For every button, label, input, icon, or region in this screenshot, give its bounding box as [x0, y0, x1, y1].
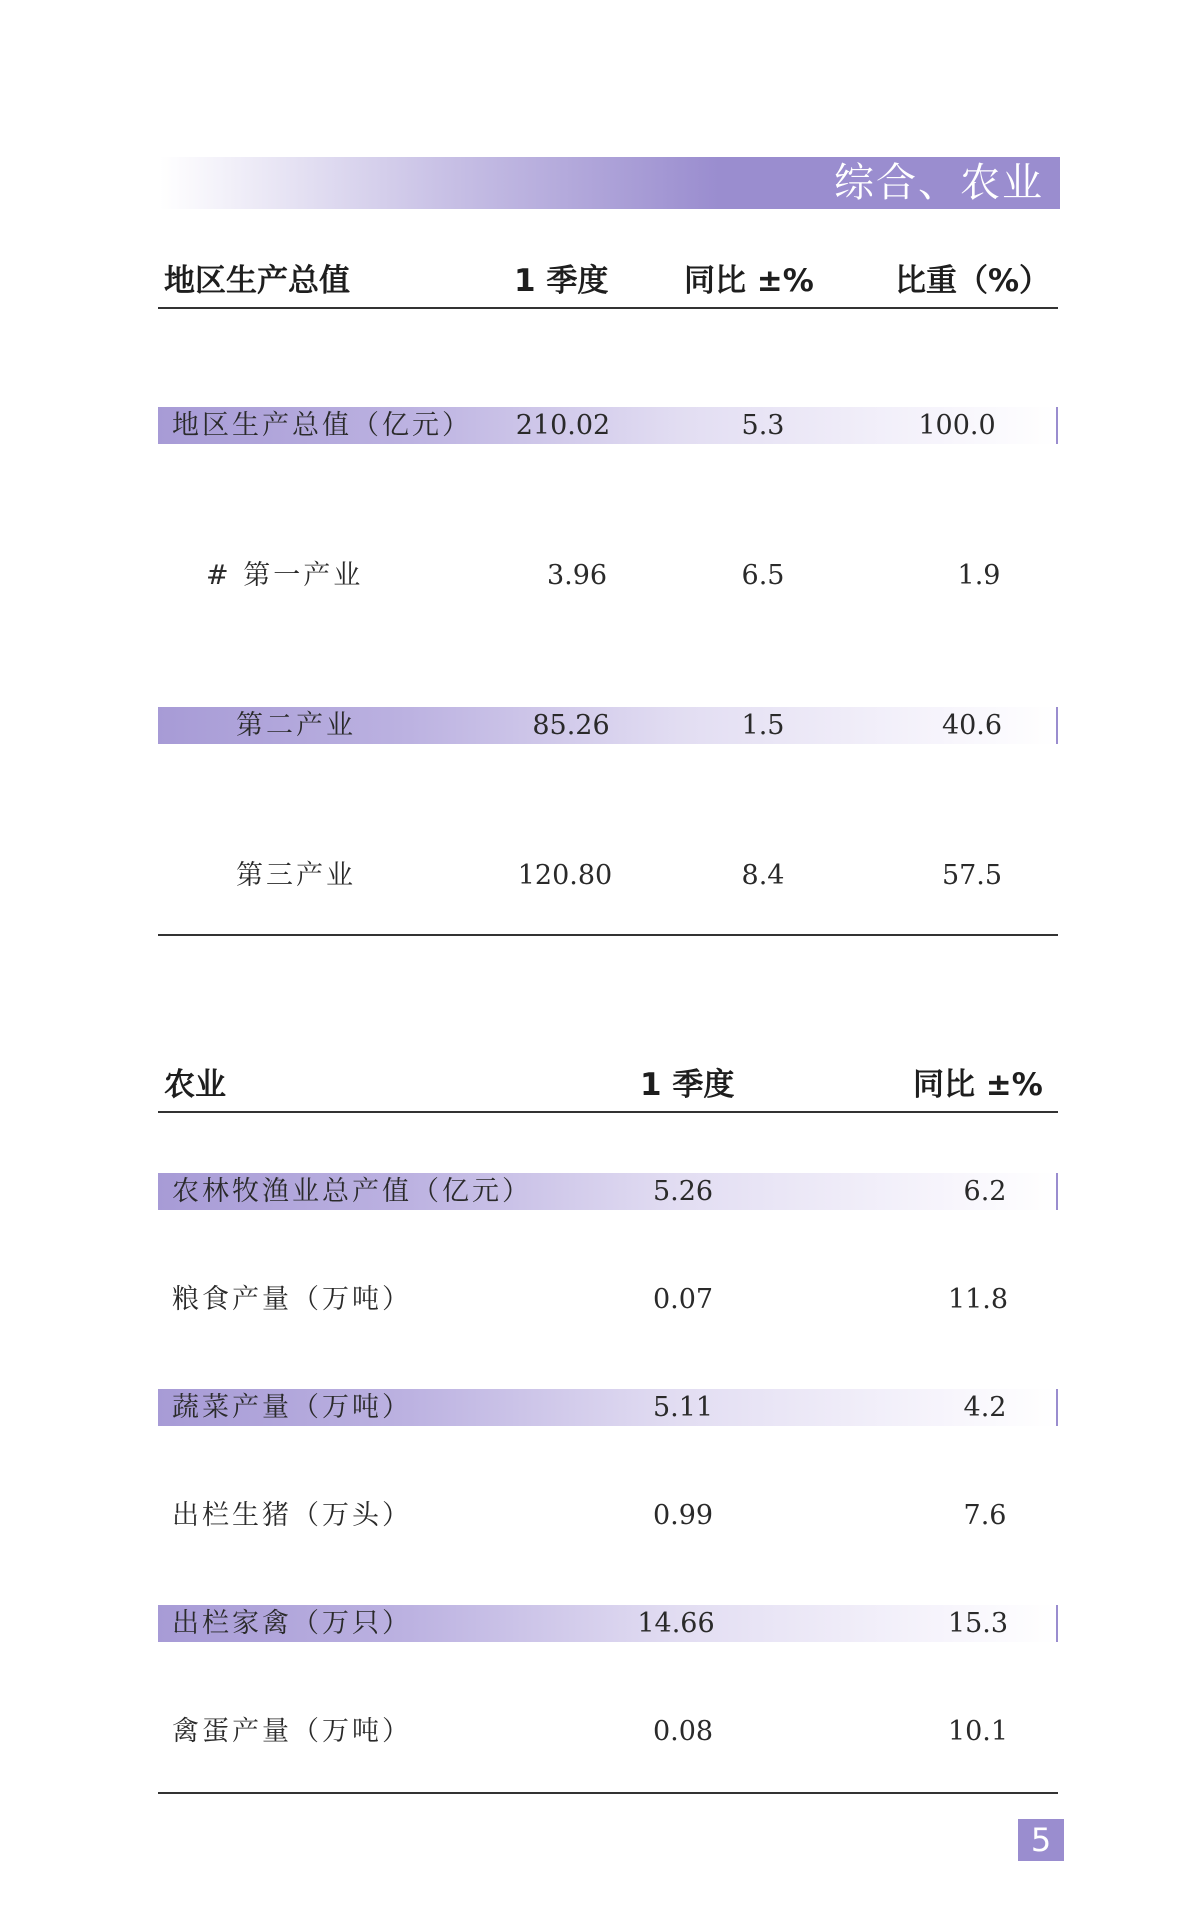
gdp-header-rule	[158, 307, 1058, 309]
agri-row-yoy: 6.2	[963, 1176, 1007, 1207]
agri-header-q1: 1 季度	[640, 1067, 735, 1103]
agri-row-label: 出栏生猪（万头）	[172, 1500, 412, 1531]
agri-row-label: 出栏家禽（万只）	[172, 1608, 412, 1639]
agri-row-q1: 5.11	[652, 1392, 714, 1423]
gdp-bottom-rule	[158, 934, 1058, 936]
agri-row-q1: 0.08	[652, 1716, 714, 1747]
gdp-row-q1: 210.02	[515, 410, 611, 441]
agri-row-label: 农林牧渔业总产值（亿元）	[172, 1176, 532, 1207]
gdp-header-yoy: 同比 ±%	[684, 263, 814, 299]
gdp-row-yoy: 6.5	[741, 560, 785, 591]
section-banner	[160, 157, 1060, 209]
agri-header-yoy: 同比 ±%	[913, 1067, 1043, 1103]
agri-bottom-rule	[158, 1792, 1058, 1794]
agri-row-yoy: 4.2	[963, 1392, 1007, 1423]
agri-header-rule	[158, 1111, 1058, 1113]
gdp-row-yoy: 8.4	[741, 860, 785, 891]
gdp-row-yoy: 1.5	[741, 710, 785, 741]
agri-row-q1: 5.26	[652, 1176, 714, 1207]
gdp-row-q1: 3.96	[546, 560, 608, 591]
section-title: 综合、农业	[834, 160, 1044, 206]
agri-row-yoy: 7.6	[963, 1500, 1007, 1531]
gdp-header-q1: 1 季度	[514, 263, 609, 299]
page-number: 5	[1018, 1819, 1064, 1861]
agri-row-q1: 0.99	[652, 1500, 714, 1531]
agri-row-label: 蔬菜产量（万吨）	[172, 1392, 412, 1423]
gdp-row-yoy: 5.3	[741, 410, 785, 441]
agri-row-label: 粮食产量（万吨）	[172, 1284, 412, 1315]
agri-row-yoy: 10.1	[947, 1716, 1009, 1747]
gdp-row-share: 57.5	[941, 860, 1003, 891]
agri-row-q1: 14.66	[637, 1608, 715, 1639]
gdp-row-label: 地区生产总值（亿元）	[172, 410, 472, 441]
gdp-header-item: 地区生产总值	[164, 263, 350, 299]
agri-row-q1: 0.07	[652, 1284, 714, 1315]
gdp-row-share: 40.6	[941, 710, 1003, 741]
agri-row-yoy: 15.3	[947, 1608, 1009, 1639]
gdp-row-label: 第二产业	[236, 710, 356, 741]
gdp-row-share: 100.0	[918, 410, 996, 441]
gdp-row-share: 1.9	[957, 560, 1001, 591]
gdp-row-label: # 第一产业	[206, 560, 364, 591]
agri-row-label: 禽蛋产量（万吨）	[172, 1716, 412, 1747]
agri-row-yoy: 11.8	[947, 1284, 1009, 1315]
gdp-row-label: 第三产业	[236, 860, 356, 891]
agri-header-item: 农业	[164, 1067, 226, 1103]
gdp-row-q1: 120.80	[517, 860, 613, 891]
gdp-header-share: 比重（%）	[895, 263, 1051, 299]
gdp-row-q1: 85.26	[532, 710, 610, 741]
